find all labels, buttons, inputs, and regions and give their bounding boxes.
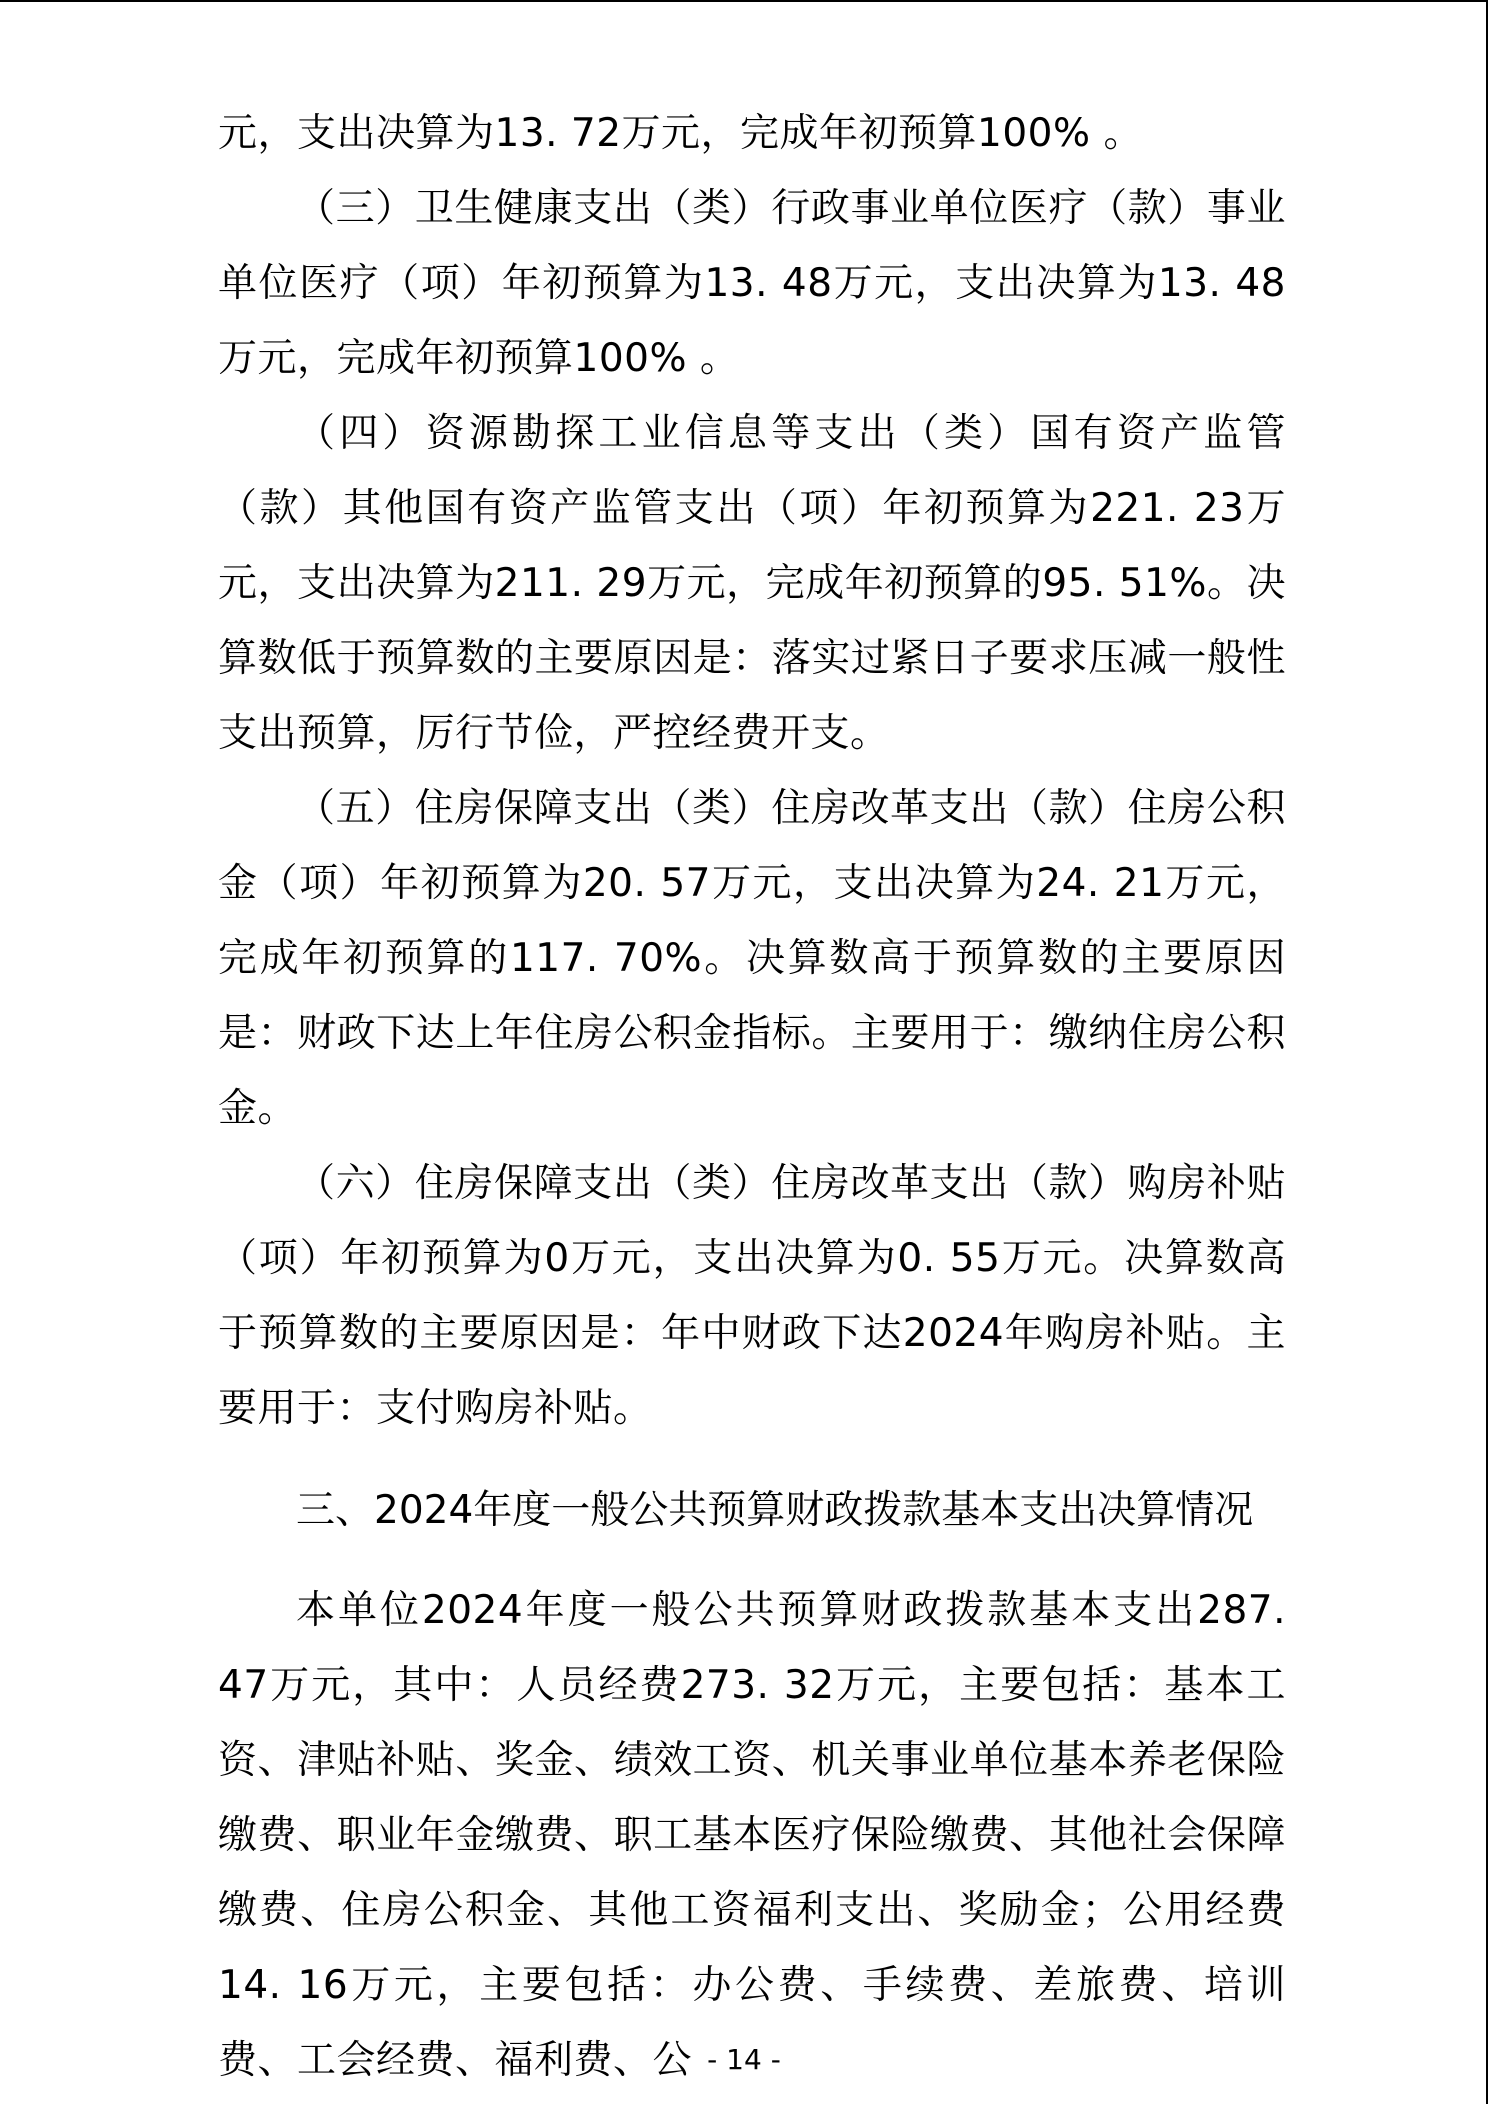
paragraph-basic-expenditure: 本单位2024年度一般公共预算财政拨款基本支出287. 47万元，其中：人员经费273. 32万元，主要包括：基本工资、津贴补贴、奖金、绩效工资、机关事业单位基本养老保险缴费、职业年金缴费、职工基本医疗保险缴费、其他社会保障缴费、住房公积金、其他工资福利支出、奖励金；公用经费14. 16万元，主要包括：办公费、手续费、差旅费、培训费、工会经费、福利费、公	[218, 1588, 1286, 2083]
paragraph-continuation: 元，支出决算为13. 72万元，完成年初预算100% 。	[218, 111, 1143, 156]
page-number: - 14 -	[707, 2043, 781, 2076]
section-heading: 三、2024年度一般公共预算财政拨款基本支出决算情况	[296, 1488, 1254, 1533]
paragraph-asset-supervision: （四）资源勘探工业信息等支出（类）国有资产监管（款）其他国有资产监管支出（项）年初预算为221. 23万元，支出决算为211. 29万元，完成年初预算的95. 51%。决算数低于预算数的主要原因是：落实过紧日子要求压减一般性支出预算，厉行节俭，严控经费开支。	[218, 411, 1286, 756]
paragraph-housing-fund: （五）住房保障支出（类）住房改革支出（款）住房公积金（项）年初预算为20. 57万元，支出决算为24. 21万元，完成年初预算的117. 70%。决算数高于预算数的主要原因是：财政下达上年住房公积金指标。主要用于：缴纳住房公积金。	[218, 786, 1286, 1131]
document-body	[218, 96, 1286, 2098]
page-border-top	[0, 0, 1488, 2]
paragraph-health-expenditure: （三）卫生健康支出（类）行政事业单位医疗（款）事业单位医疗（项）年初预算为13. 48万元，支出决算为13. 48万元，完成年初预算100% 。	[218, 186, 1286, 381]
paragraph-housing-subsidy: （六）住房保障支出（类）住房改革支出（款）购房补贴（项）年初预算为0万元，支出决算为0. 55万元。决算数高于预算数的主要原因是：年中财政下达2024年购房补贴。主要用于：支付购房补贴。	[218, 1161, 1286, 1431]
